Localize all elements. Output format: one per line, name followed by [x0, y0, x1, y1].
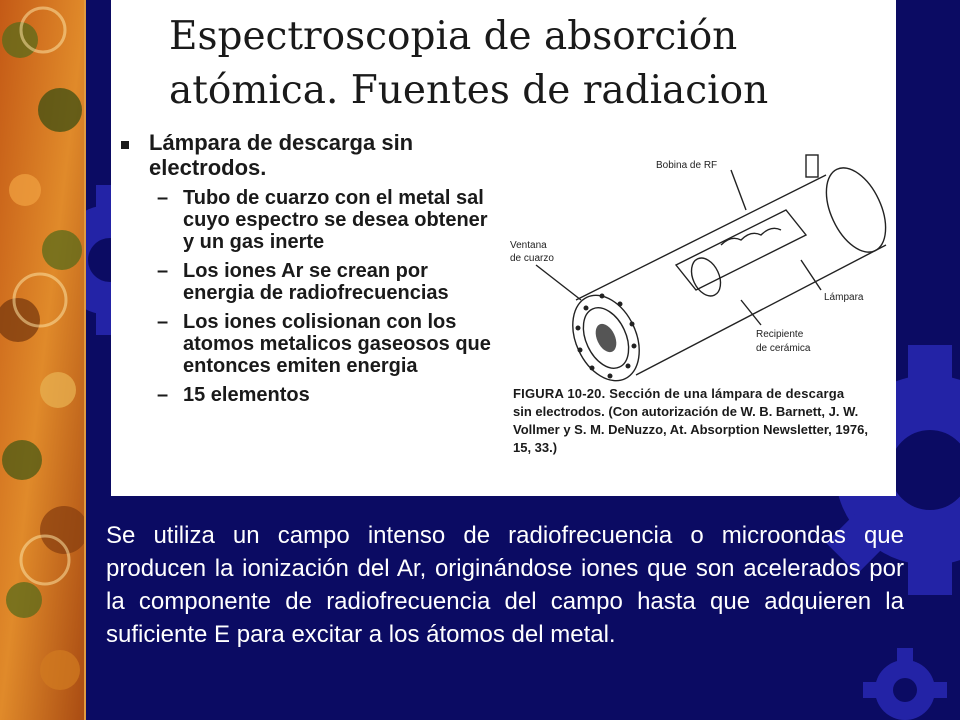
- sub-bullet-text: 15 elementos: [183, 384, 310, 406]
- sub-bullet-text: Los iones colisionan con los atomos metalicos gaseosos que entonces emiten energia: [183, 311, 491, 377]
- figure-caption: [513, 385, 883, 457]
- gear-icon: [863, 648, 947, 720]
- sub-bullet-text: Los iones Ar se crean por energia de radiofrecuencias: [183, 260, 449, 304]
- label-window-2: de cuarzo: [510, 253, 554, 264]
- slide-title: Espectroscopia de absorción atómica. Fuentes de radiacion: [169, 14, 769, 113]
- main-bullet: [119, 130, 504, 180]
- body-paragraph: Se utiliza un campo intenso de radiofrecuencia o microondas que producen la ionización del Ar, originándose iones que son acelerados por la componente de radiofrecuencia del campo hasta que adquieren la suficiente E para excitar a los átomos del metal.: [106, 522, 904, 648]
- slide-image: [111, 0, 896, 496]
- sub-bullet: [119, 187, 504, 253]
- sub-bullet-text: Tubo de cuarzo con el metal sal cuyo espectro se desea obtener y un gas inerte: [183, 187, 488, 253]
- dash-marker: –: [157, 311, 169, 333]
- label-rf-coils: Bobina de RF: [656, 160, 718, 171]
- sub-bullet: [119, 260, 504, 304]
- label-lamp: Lámpara: [824, 292, 864, 303]
- bullet-list: [119, 130, 504, 406]
- caption-body: sin electrodos. (Con autorización de W. B. Barnett, J. W. Vollmer y S. M. DeNuzzo, At. Absorption Newsletter, 1976, 15, 33.): [513, 404, 868, 455]
- main-bullet-text: Lámpara de descarga sin electrodos.: [149, 130, 414, 180]
- dash-marker: –: [157, 187, 169, 209]
- sub-bullet: [119, 311, 504, 377]
- lamp-diagram: [506, 140, 896, 385]
- label-vessel-2: de cerámica: [756, 343, 811, 354]
- dash-marker: –: [157, 384, 169, 406]
- left-decorative-strip: [0, 0, 86, 720]
- sub-bullet: [119, 384, 504, 406]
- label-window: Ventana: [510, 240, 547, 251]
- label-vessel: Recipiente: [756, 329, 804, 340]
- dash-marker: –: [157, 260, 169, 282]
- bullet-square-icon: [121, 141, 129, 149]
- caption-title: FIGURA 10-20. Sección de una lámpara de descarga: [513, 386, 845, 401]
